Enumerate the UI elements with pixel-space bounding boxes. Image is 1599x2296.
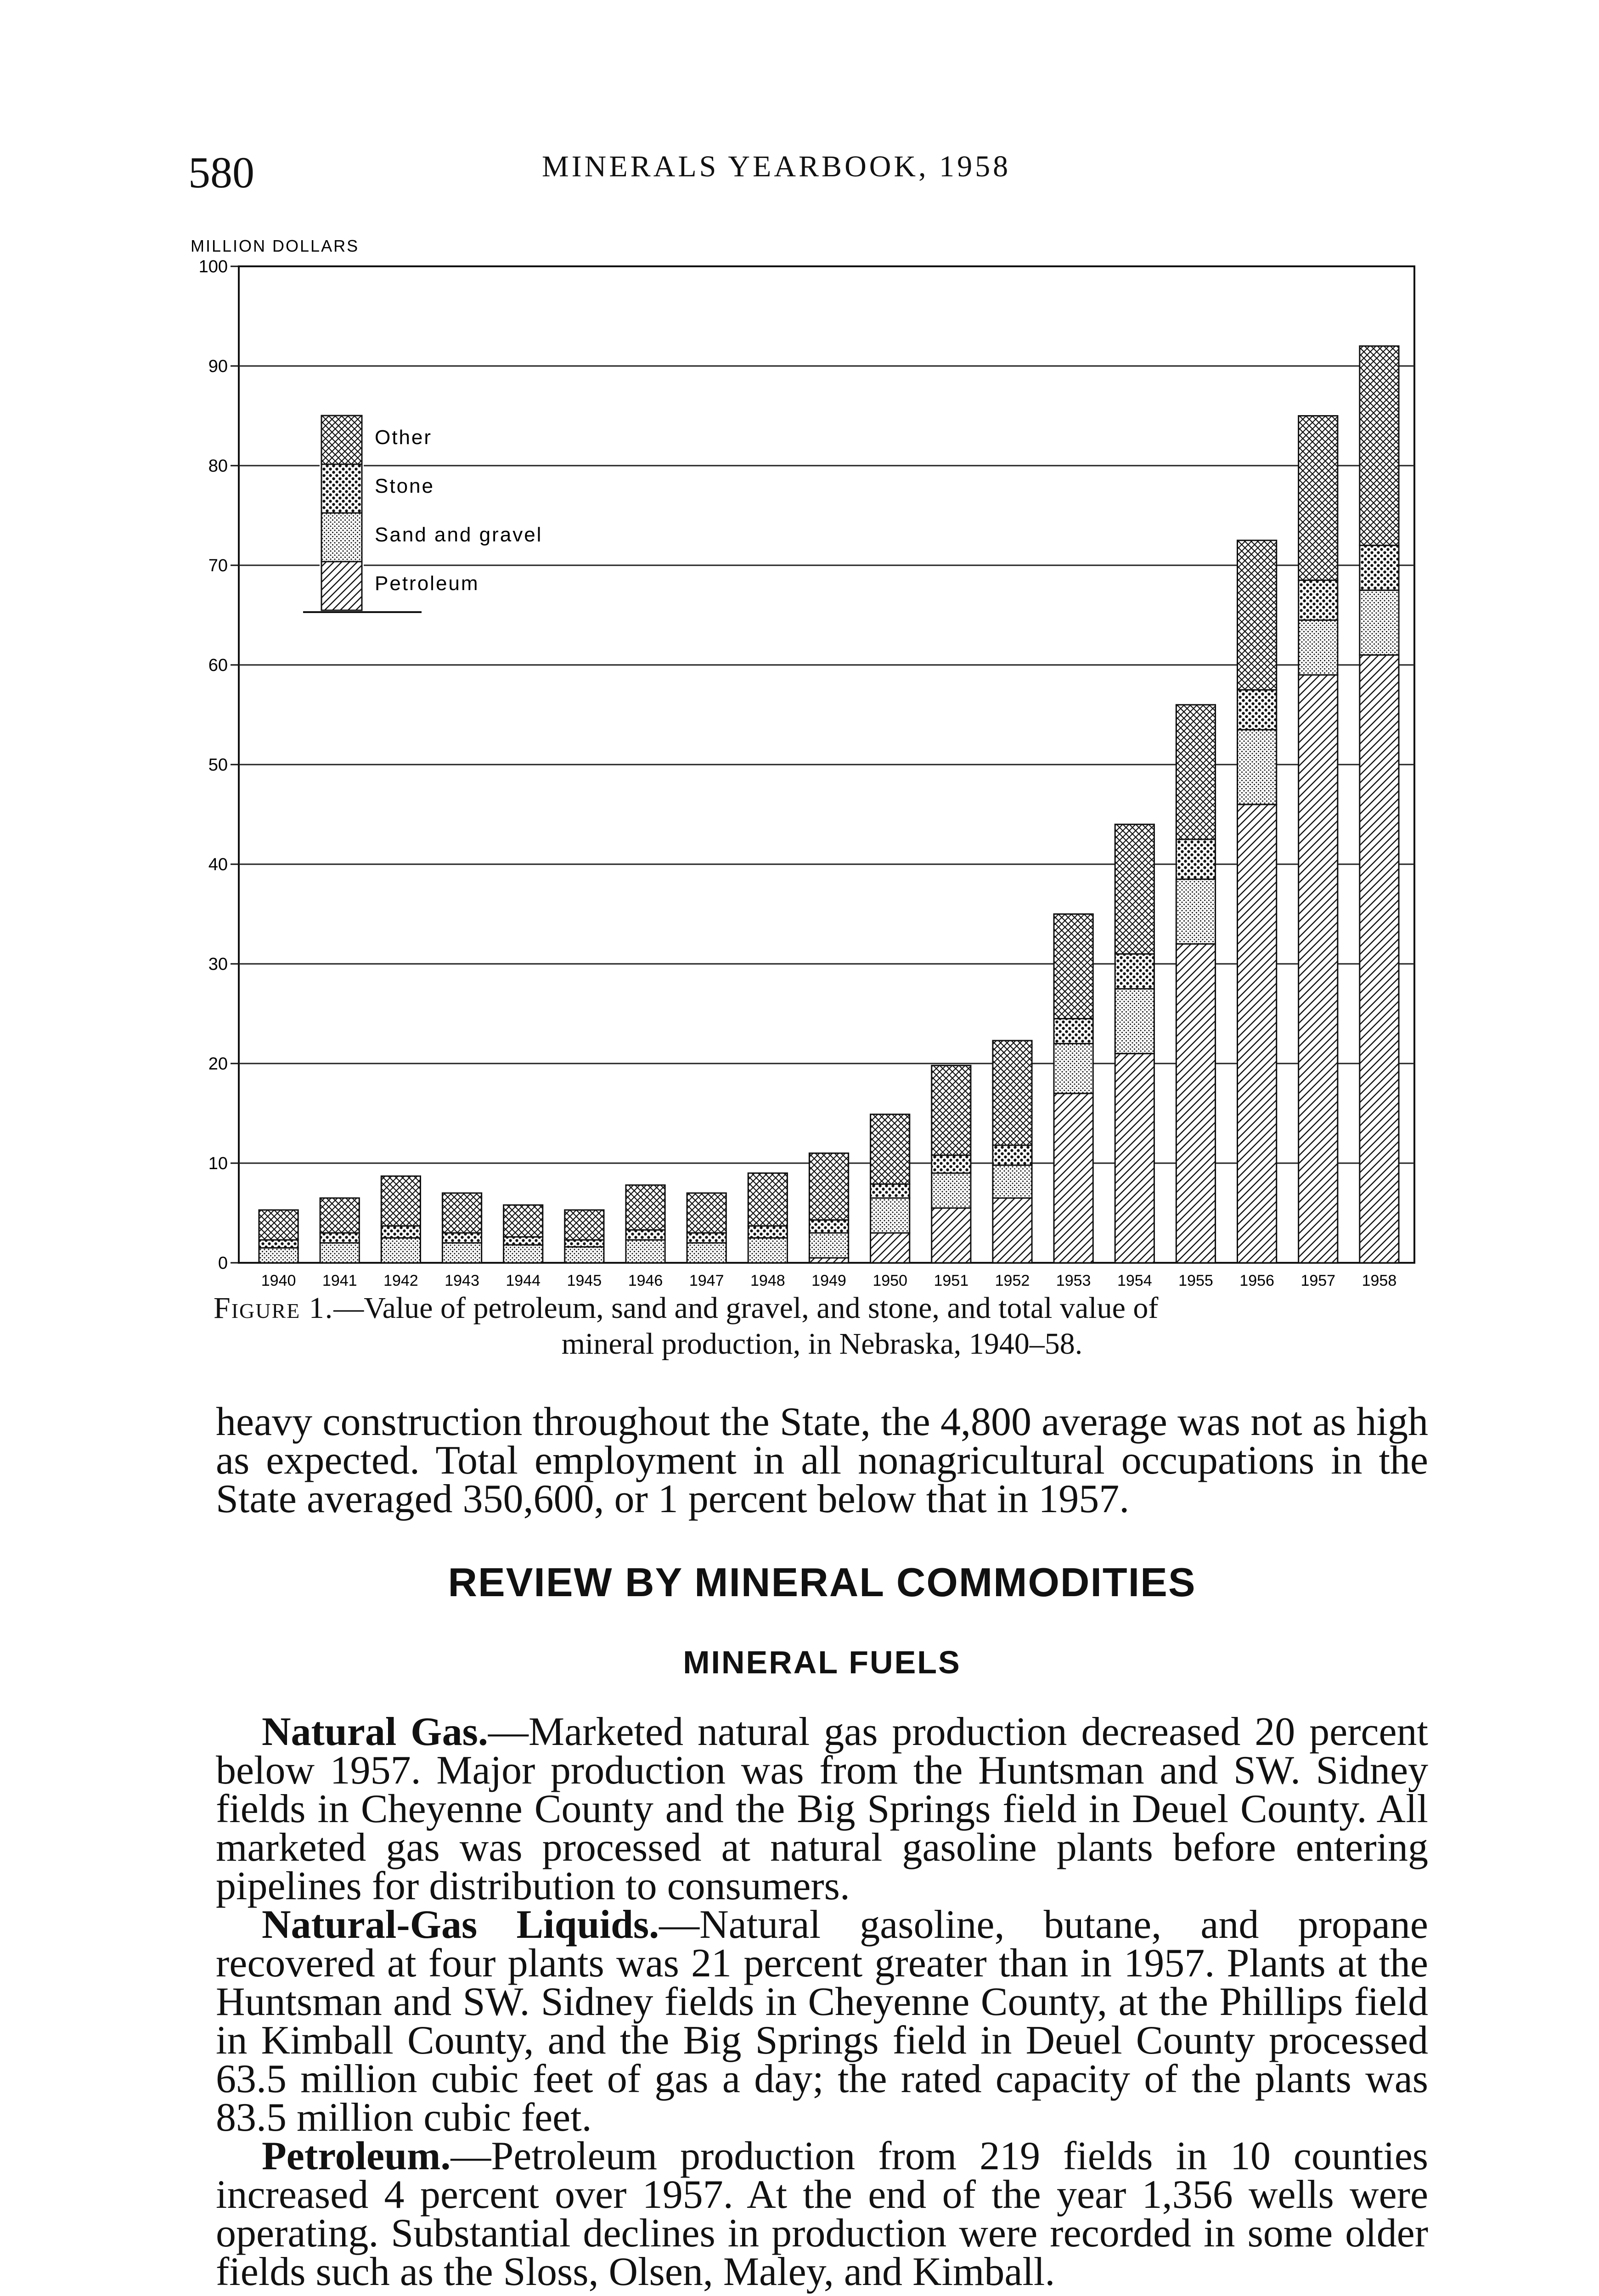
bar-segment-stone bbox=[809, 1220, 848, 1233]
paragraph-petroleum bbox=[216, 2134, 1428, 2294]
x-tick-label: 1940 bbox=[261, 1272, 296, 1286]
bar-segment-stone bbox=[932, 1155, 971, 1173]
bar-1945 bbox=[565, 1210, 604, 1263]
bar-segment-sand-and-gravel bbox=[871, 1198, 910, 1233]
y-tick-label: 80 bbox=[208, 456, 228, 476]
bar-segment-petroleum bbox=[809, 1258, 848, 1263]
y-tick-label: 100 bbox=[198, 257, 228, 276]
bar-segment-stone bbox=[871, 1184, 910, 1198]
bar-segment-stone bbox=[626, 1230, 665, 1240]
y-tick-label: 20 bbox=[208, 1054, 228, 1074]
bar-segment-sand-and-gravel bbox=[1237, 730, 1276, 805]
bar-1942 bbox=[381, 1176, 420, 1263]
bar-segment-petroleum bbox=[871, 1233, 910, 1263]
x-tick-label: 1950 bbox=[873, 1272, 907, 1286]
bar-1958 bbox=[1360, 346, 1399, 1263]
runin-ngl: Natural-Gas Liquids. bbox=[262, 1902, 659, 1947]
bar-segment-stone bbox=[1115, 954, 1154, 989]
runin-natural-gas: Natural Gas. bbox=[262, 1710, 488, 1754]
x-tick-label: 1947 bbox=[689, 1272, 724, 1286]
caption-line2: mineral production, in Nebraska, 1940–58. bbox=[561, 1327, 1083, 1361]
bar-segment-other bbox=[1176, 705, 1215, 839]
x-tick-label: 1941 bbox=[322, 1272, 357, 1286]
y-tick-label: 10 bbox=[208, 1154, 228, 1173]
x-tick-label: 1943 bbox=[445, 1272, 479, 1286]
bar-segment-other bbox=[748, 1173, 787, 1226]
bar-1956 bbox=[1237, 540, 1276, 1263]
bar-segment-sand-and-gravel bbox=[442, 1243, 481, 1263]
x-tick-label: 1953 bbox=[1056, 1272, 1091, 1286]
bar-segment-sand-and-gravel bbox=[1054, 1044, 1093, 1094]
legend-swatch bbox=[321, 416, 362, 464]
bar-segment-other bbox=[1299, 416, 1338, 580]
bar-segment-petroleum bbox=[993, 1198, 1032, 1263]
bar-segment-stone bbox=[381, 1226, 420, 1238]
paragraph-natural-gas bbox=[216, 1710, 1429, 1908]
legend-label: Petroleum bbox=[375, 572, 479, 595]
bar-segment-other bbox=[442, 1193, 481, 1233]
x-tick-label: 1952 bbox=[995, 1272, 1030, 1286]
bar-segment-other bbox=[1115, 824, 1154, 954]
bar-1947 bbox=[687, 1193, 726, 1263]
x-tick-label: 1955 bbox=[1178, 1272, 1213, 1286]
legend-swatch bbox=[321, 464, 362, 513]
bar-segment-sand-and-gravel bbox=[1360, 590, 1399, 655]
legend-label: Stone bbox=[375, 475, 434, 497]
bar-segment-sand-and-gravel bbox=[993, 1165, 1032, 1198]
bar-segment-other bbox=[993, 1041, 1032, 1145]
bar-segment-petroleum bbox=[1115, 1053, 1154, 1263]
bar-segment-sand-and-gravel bbox=[1299, 620, 1338, 675]
bar-segment-petroleum bbox=[932, 1208, 971, 1263]
x-tick-label: 1949 bbox=[811, 1272, 846, 1286]
y-tick-label: 50 bbox=[208, 755, 228, 775]
mineral-fuels-text bbox=[216, 1710, 1429, 2294]
runin-petroleum: Petroleum. bbox=[262, 2134, 451, 2178]
stacked-bar-chart bbox=[175, 230, 1442, 1286]
section-heading: REVIEW BY MINERAL COMMODITIES bbox=[448, 1559, 1196, 1605]
bar-1957 bbox=[1299, 416, 1338, 1263]
bar-segment-stone bbox=[748, 1226, 787, 1238]
bar-segment-sand-and-gravel bbox=[1176, 879, 1215, 944]
y-axis-title: MILLION DOLLARS bbox=[191, 236, 360, 255]
bar-segment-other bbox=[1054, 914, 1093, 1019]
bar-segment-petroleum bbox=[1054, 1093, 1093, 1263]
bar-segment-other bbox=[504, 1205, 543, 1237]
y-tick-label: 40 bbox=[208, 855, 228, 874]
bar-segment-other bbox=[381, 1176, 420, 1226]
bar-segment-other bbox=[871, 1114, 910, 1184]
bar-1948 bbox=[748, 1173, 787, 1263]
paragraph-ngl bbox=[216, 1902, 1428, 2140]
bar-segment-sand-and-gravel bbox=[748, 1238, 787, 1263]
bar-segment-stone bbox=[1054, 1019, 1093, 1043]
y-tick-label: 90 bbox=[208, 357, 228, 376]
page-number: 580 bbox=[188, 148, 254, 197]
bar-1940 bbox=[259, 1210, 298, 1263]
bar-1951 bbox=[932, 1065, 971, 1263]
bar-1946 bbox=[626, 1185, 665, 1263]
legend-swatch bbox=[321, 513, 362, 562]
x-tick-label: 1942 bbox=[383, 1272, 418, 1286]
bar-segment-sand-and-gravel bbox=[687, 1243, 726, 1263]
bar-segment-stone bbox=[320, 1233, 359, 1243]
bar-segment-stone bbox=[442, 1233, 481, 1243]
bar-segment-stone bbox=[259, 1240, 298, 1248]
running-head: MINERALS YEARBOOK, 1958 bbox=[542, 150, 1011, 183]
bar-segment-other bbox=[809, 1153, 848, 1220]
bar-1954 bbox=[1115, 824, 1154, 1263]
bar-segment-stone bbox=[565, 1240, 604, 1247]
y-tick-label: 60 bbox=[208, 656, 228, 675]
x-tick-label: 1957 bbox=[1301, 1272, 1336, 1286]
bar-segment-sand-and-gravel bbox=[381, 1238, 420, 1263]
bar-segment-stone bbox=[1176, 839, 1215, 879]
bar-segment-sand-and-gravel bbox=[626, 1240, 665, 1263]
legend-label: Sand and gravel bbox=[375, 523, 543, 546]
bar-segment-sand-and-gravel bbox=[809, 1233, 848, 1258]
bar-segment-stone bbox=[993, 1145, 1032, 1165]
bar-segment-other bbox=[687, 1193, 726, 1233]
x-tick-label: 1951 bbox=[934, 1272, 969, 1286]
y-tick-label: 30 bbox=[208, 955, 228, 974]
x-tick-label: 1945 bbox=[567, 1272, 602, 1286]
paragraph-text: heavy construction throughout the State, the 4,800 average was not as high as expected. Total employment in all nonagricultural occupations in the State averaged 350,600, or 1 percent below that in 1957. bbox=[216, 1400, 1428, 1521]
x-tick-label: 1944 bbox=[506, 1272, 541, 1286]
paragraph-employment bbox=[216, 1400, 1428, 1521]
chart-legend bbox=[303, 414, 564, 612]
bar-segment-sand-and-gravel bbox=[932, 1173, 971, 1208]
bar-segment-petroleum bbox=[1299, 675, 1338, 1263]
bar-segment-other bbox=[1360, 346, 1399, 546]
bar-1950 bbox=[871, 1114, 910, 1263]
y-axis-ticks bbox=[199, 257, 239, 1273]
bar-segment-other bbox=[932, 1065, 971, 1155]
bar-segment-other bbox=[565, 1210, 604, 1240]
bar-1944 bbox=[504, 1205, 543, 1263]
text-natural-gas: —Marketed natural gas production decreased 20 percent below 1957. Major production was from the Huntsman and SW. Sidney fields in Cheyenne County and the Big Springs field in Deuel County. All marketed gas was processed at natural gasoline plants before entering pipelines for distribution to consumers. bbox=[216, 1710, 1429, 1908]
bar-segment-sand-and-gravel bbox=[1115, 989, 1154, 1053]
bar-segment-petroleum bbox=[1237, 805, 1276, 1263]
bar-1953 bbox=[1054, 914, 1093, 1263]
bar-segment-sand-and-gravel bbox=[259, 1248, 298, 1263]
bar-segment-other bbox=[259, 1210, 298, 1240]
bar-1949 bbox=[809, 1153, 848, 1263]
subsection-heading: MINERAL FUELS bbox=[683, 1644, 961, 1680]
bar-segment-sand-and-gravel bbox=[504, 1245, 543, 1263]
bar-segment-other bbox=[320, 1198, 359, 1233]
legend-label: Other bbox=[375, 426, 433, 449]
bar-segment-stone bbox=[1360, 546, 1399, 591]
bar-1955 bbox=[1176, 705, 1215, 1263]
bar-segment-other bbox=[1237, 540, 1276, 690]
bar-1943 bbox=[442, 1193, 481, 1263]
bar-segment-stone bbox=[504, 1237, 543, 1245]
bar-segment-stone bbox=[687, 1233, 726, 1243]
caption-label: Figure 1. bbox=[214, 1291, 334, 1325]
caption-line1: —Value of petroleum, sand and gravel, and stone, and total value of bbox=[333, 1291, 1159, 1325]
x-tick-label: 1956 bbox=[1239, 1272, 1274, 1286]
bar-segment-stone bbox=[1299, 580, 1338, 620]
x-axis-ticks bbox=[261, 1272, 1396, 1286]
bar-segment-sand-and-gravel bbox=[565, 1247, 604, 1263]
bar-segment-petroleum bbox=[1360, 655, 1399, 1263]
bar-segment-stone bbox=[1237, 690, 1276, 730]
bar-1952 bbox=[993, 1041, 1032, 1263]
x-tick-label: 1948 bbox=[750, 1272, 785, 1286]
text-ngl: —Natural gasoline, butane, and propane recovered at four plants was 21 percent greater than in 1957. Plants at the Huntsman and SW. Sidney fields in Cheyenne County, at the Phillips field in Kimball County, and the Big Springs field in Deuel County processed 63.5 million cubic feet of gas a day; the rated capacity of the plants was 83.5 million cubic feet. bbox=[216, 1902, 1428, 2140]
x-tick-label: 1958 bbox=[1362, 1272, 1397, 1286]
bar-1941 bbox=[320, 1198, 359, 1263]
x-tick-label: 1954 bbox=[1117, 1272, 1152, 1286]
figure-caption bbox=[214, 1290, 1430, 1362]
legend-swatch bbox=[321, 562, 362, 610]
x-tick-label: 1946 bbox=[628, 1272, 663, 1286]
bar-segment-sand-and-gravel bbox=[320, 1243, 359, 1263]
bar-segment-petroleum bbox=[1176, 944, 1215, 1263]
y-tick-label: 70 bbox=[208, 556, 228, 575]
y-tick-label: 0 bbox=[218, 1254, 228, 1273]
text-petroleum: —Petroleum production from 219 fields in 10 counties increased 4 percent over 1957. At the end of the year 1,356 wells were operating. Substantial declines in production were recorded in some older fields such as the Sloss, Olsen, Maley, and Kimball. bbox=[216, 2134, 1428, 2294]
bar-segment-other bbox=[626, 1185, 665, 1230]
